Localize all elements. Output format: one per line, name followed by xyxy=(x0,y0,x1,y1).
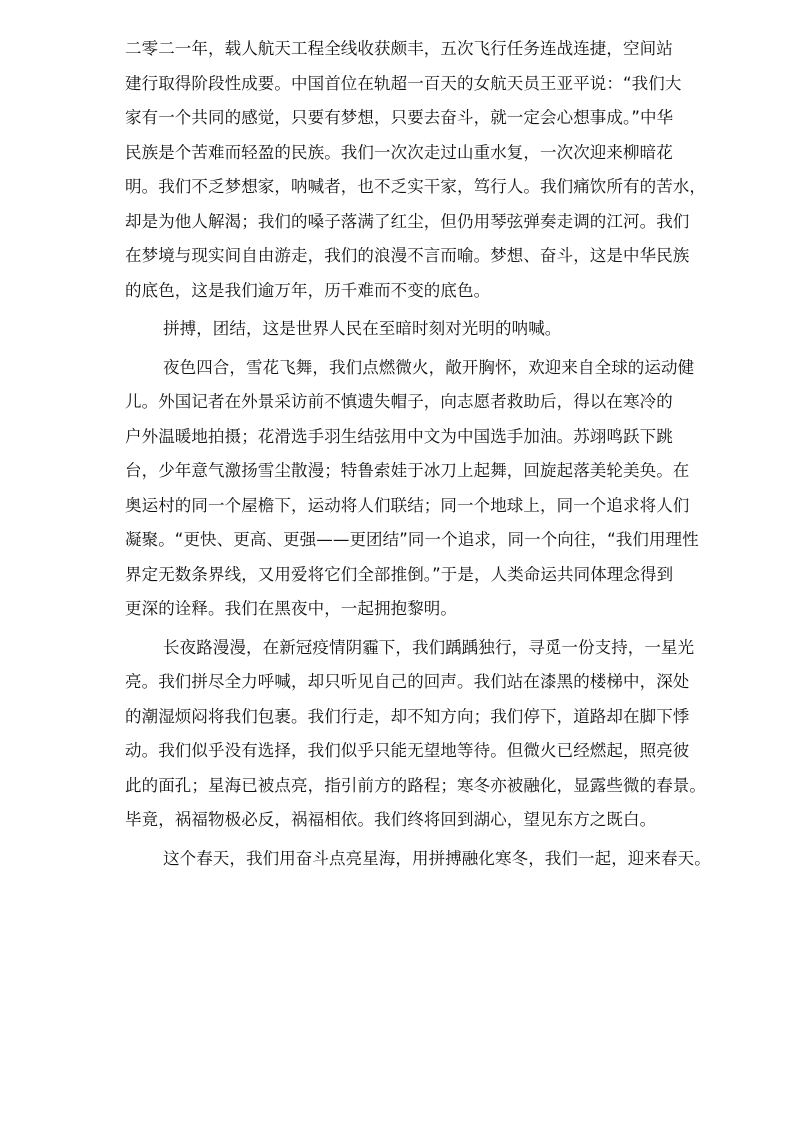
document-body xyxy=(125,32,711,876)
text-line: 建行取得阶段性成要。中国首位在轨超一百天的女航天员王亚平说：“我们大 xyxy=(125,73,682,93)
text-line: 二零二一年，载人航天工程全线收获颇丰，五次飞行任务连战连捷，空间站 xyxy=(125,39,673,58)
text-line: 台，少年意气激扬雪尘散漫；特鲁索娃于冰刀上起舞，回旋起落美轮美奂。在 xyxy=(125,461,690,480)
text-line: 却是为他人解渴；我们的嗓子落满了红尘，但仍用琴弦弹奏走调的江河。我们 xyxy=(125,211,690,231)
text-line: 毕竟，祸福物极必反，祸福相依。我们终将回到湖心，望见东方之既白。 xyxy=(125,810,657,829)
text-line: 此的面孔；星海已被点亮，指引前方的路程；寒冬亦被融化，显露些微的春景。 xyxy=(125,775,706,795)
text-line: 奥运村的同一个屋檐下，运动将人们联结；同一个地球上，同一个追求将人们 xyxy=(125,495,690,515)
text-line: 拼搏，团结，这是世界人民在至暗时刻对光明的呐喊。 xyxy=(163,319,562,338)
text-line: 儿。外国记者在外景采访前不慎遗失帽子，向志愿者救助后，得以在寒冷的 xyxy=(125,392,673,411)
paragraph-1 xyxy=(125,32,706,308)
text-line: 夜色四合，雪花飞舞，我们点燃微火，敞开胸怀，欢迎来自全球的运动健 xyxy=(163,357,695,377)
text-line: 长夜路漫漫，在新冠疫情阴霾下，我们踽踽独行，寻觅一份支持，一星光 xyxy=(163,637,695,657)
text-line: 民族是个苦难而轻盈的民族。我们一次次走过山重水复，一次次迎来柳暗花 xyxy=(125,142,673,162)
text-line: 界定无数条界线，又用爱将它们全部推倒。”于是，人类命运共同体理念得到 xyxy=(125,564,674,584)
text-line: 更深的诠释。我们在黑夜中，一起拥抱黎明。 xyxy=(125,599,457,618)
text-line: 户外温暖地拍摄；花滑选手羽生结弦用中文为中国选手加油。苏翊鸣跃下跳 xyxy=(125,426,673,446)
text-line: 的底色，这是我们逾万年，历千难而不变的底色。 xyxy=(125,280,491,300)
text-line: 亮。我们拼尽全力呼喊，却只听见自己的回声。我们站在漆黑的楼梯中，深处 xyxy=(125,672,690,691)
paragraph-5 xyxy=(125,842,711,877)
text-line: 家有一个共同的感觉，只要有梦想，只要去奋斗，就一定会心想事成。”中华 xyxy=(125,108,674,127)
paragraph-2 xyxy=(125,312,669,347)
text-line: 动。我们似乎没有选择，我们似乎只能无望地等待。但微火已经燃起，照亮彼 xyxy=(125,741,690,760)
paragraph-3 xyxy=(125,351,699,627)
text-line: 这个春天，我们用奋斗点亮星海，用拼搏融化寒冬，我们一起，迎来春天。 xyxy=(163,848,711,868)
text-line: 凝聚。“更快、更高、更强——更团结”同一个追求，同一个向往，“我们用理性 xyxy=(125,530,699,549)
text-line: 的潮湿烦闷将我们包裹。我们行走，却不知方向；我们停下，道路却在脚下悸 xyxy=(125,706,690,726)
text-line: 在梦境与现实间自由游走，我们的浪漫不言而喻。梦想、奋斗，这是中华民族 xyxy=(125,246,690,265)
text-line: 明。我们不乏梦想家，呐喊者，也不乏实干家，笃行人。我们痛饮所有的苦水， xyxy=(125,177,706,196)
paragraph-4 xyxy=(125,631,706,838)
